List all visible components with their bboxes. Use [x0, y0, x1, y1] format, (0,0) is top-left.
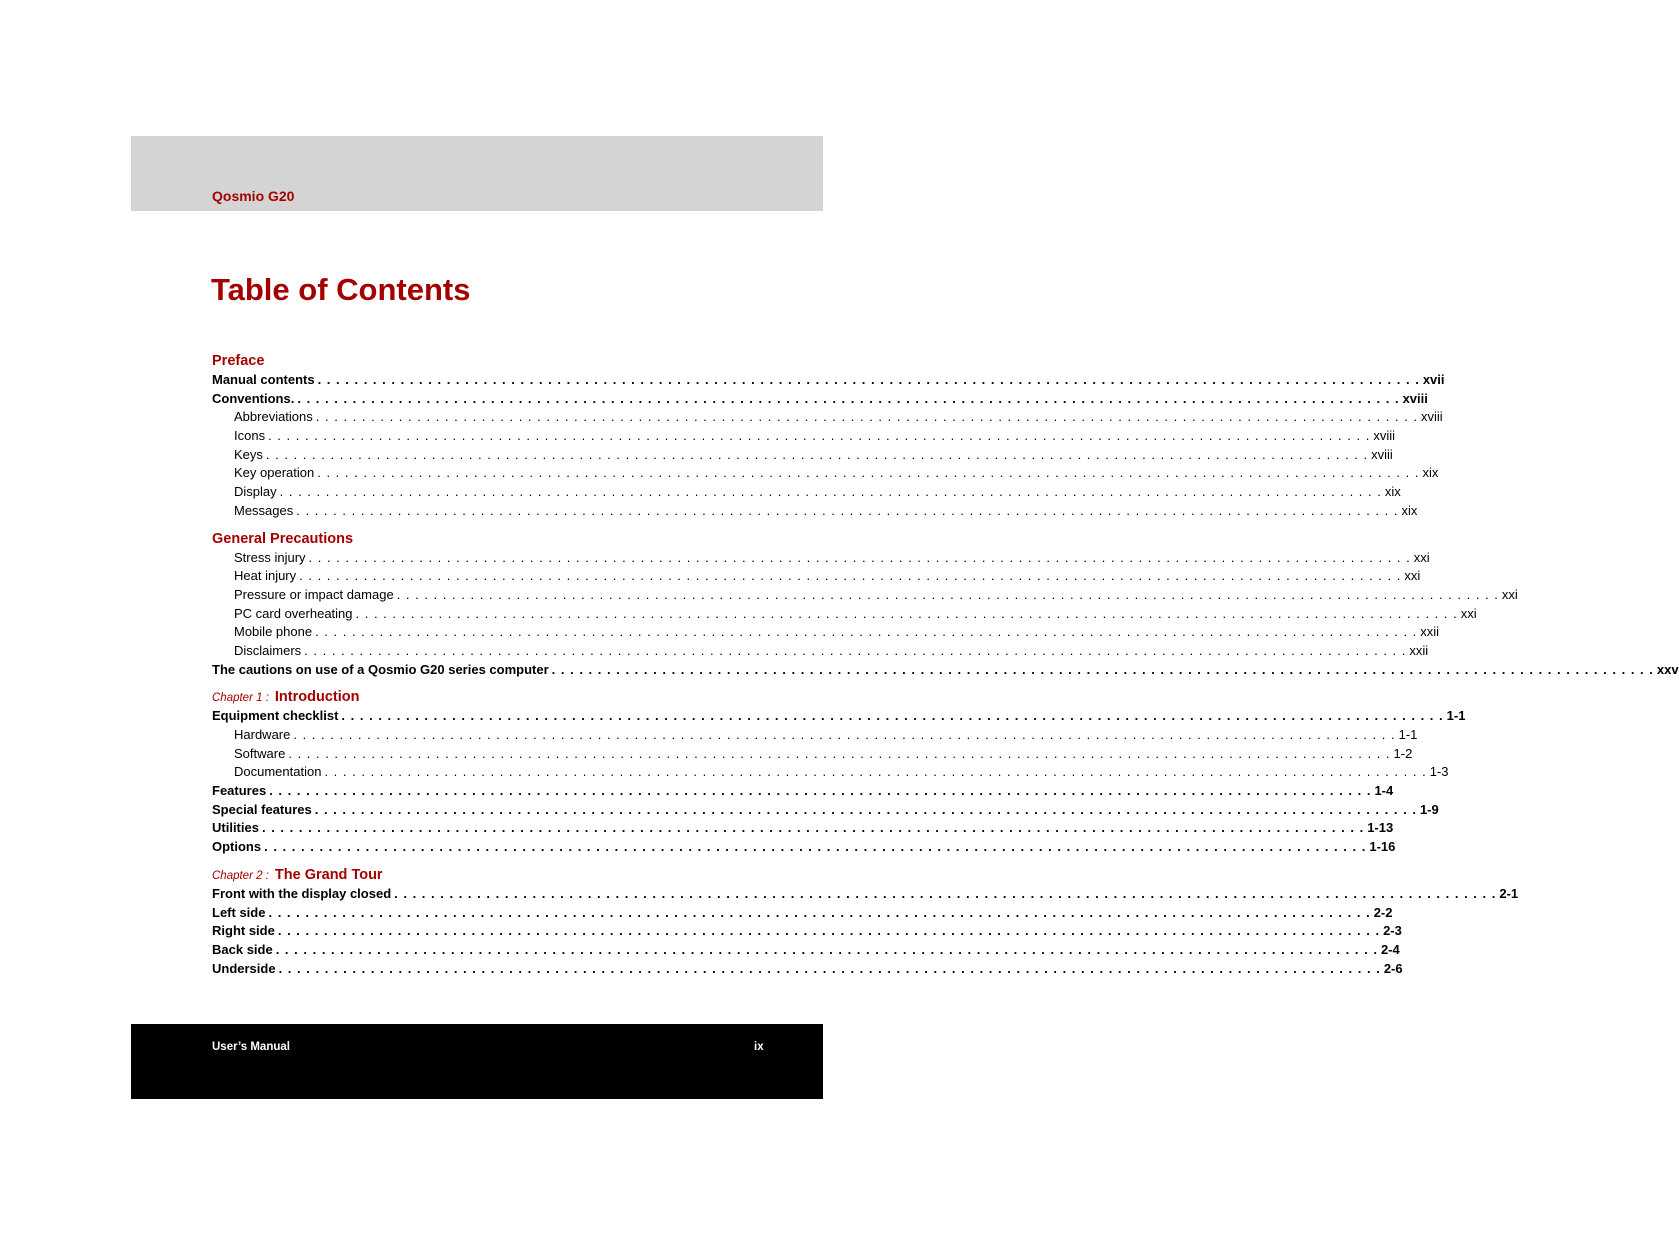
dot-leader: . . . . . . . . . . . . . . . . . . . . . . . . . . . . . . . . . . . . . . . . . . . . . . . . . . . . . . . . . . . . . . . . . . . . . . . . . . . . . . . . . . . . . . . . . . . . . . . . . . . . . . . . . . . . . . . . . . . . . . . . [355, 605, 1458, 621]
toc-entry-title: Abbreviations [234, 409, 313, 425]
toc-entry-title: The cautions on use of a Qosmio G20 series computer [212, 661, 549, 677]
dot-leader: . . . . . . . . . . . . . . . . . . . . . . . . . . . . . . . . . . . . . . . . . . . . . . . . . . . . . . . . . . . . . . . . . . . . . . . . . . . . . . . . . . . . . . . . . . . . . . . . . . . . . . . . . . . . . . . . . . . . . . . . [297, 390, 1400, 406]
toc-entry[interactable] [212, 427, 1395, 446]
dot-leader: . . . . . . . . . . . . . . . . . . . . . . . . . . . . . . . . . . . . . . . . . . . . . . . . . . . . . . . . . . . . . . . . . . . . . . . . . . . . . . . . . . . . . . . . . . . . . . . . . . . . . . . . . . . . . . . . . . . . . . . . [299, 568, 1402, 584]
toc-entry[interactable] [212, 642, 1429, 661]
toc-entry-title: Manual contents [212, 372, 315, 387]
section-title: General Precautions [212, 530, 354, 547]
toc-entry-page: 2-3 [1383, 923, 1402, 939]
toc-entry[interactable] [212, 605, 1477, 624]
section-title: Introduction [274, 689, 360, 706]
toc-entry-title: Equipment checklist [212, 708, 339, 724]
footer-manual-label: User’s Manual [212, 1041, 290, 1053]
toc-entry[interactable] [212, 371, 1445, 390]
dot-leader: . . . . . . . . . . . . . . . . . . . . . . . . . . . . . . . . . . . . . . . . . . . . . . . . . . . . . . . . . . . . . . . . . . . . . . . . . . . . . . . . . . . . . . . . . . . . . . . . . . . . . . . . . . . . . . . . . . . . . . . . [551, 661, 1654, 677]
toc-entry[interactable] [212, 549, 1430, 568]
toc-entry-page: xxii [1420, 624, 1440, 640]
dot-leader: . . . . . . . . . . . . . . . . . . . . . . . . . . . . . . . . . . . . . . . . . . . . . . . . . . . . . . . . . . . . . . . . . . . . . . . . . . . . . . . . . . . . . . . . . . . . . . . . . . . . . . . . . . . . . . . . . . . . . . . . [317, 372, 1420, 387]
dot-leader: . . . . . . . . . . . . . . . . . . . . . . . . . . . . . . . . . . . . . . . . . . . . . . . . . . . . . . . . . . . . . . . . . . . . . . . . . . . . . . . . . . . . . . . . . . . . . . . . . . . . . . . . . . . . . . . . . . . . . . . . [293, 727, 1396, 742]
toc-entry-title: Back side [212, 941, 273, 957]
toc-entry-title: Icons [234, 428, 266, 444]
toc-entry[interactable] [212, 763, 1449, 782]
toc-entry-title: Heat injury [234, 568, 297, 584]
toc-entry-page: xviii [1421, 409, 1443, 425]
section-heading [212, 530, 764, 549]
dot-leader: . . . . . . . . . . . . . . . . . . . . . . . . . . . . . . . . . . . . . . . . . . . . . . . . . . . . . . . . . . . . . . . . . . . . . . . . . . . . . . . . . . . . . . . . . . . . . . . . . . . . . . . . . . . . . . . . . . . . . . . . [275, 941, 1378, 957]
footer-band [131, 1024, 823, 1099]
page-title: Table of Contents [211, 272, 471, 307]
dot-leader: . . . . . . . . . . . . . . . . . . . . . . . . . . . . . . . . . . . . . . . . . . . . . . . . . . . . . . . . . . . . . . . . . . . . . . . . . . . . . . . . . . . . . . . . . . . . . . . . . . . . . . . . . . . . . . . . . . . . . . . . [317, 465, 1420, 481]
dot-leader: . . . . . . . . . . . . . . . . . . . . . . . . . . . . . . . . . . . . . . . . . . . . . . . . . . . . . . . . . . . . . . . . . . . . . . . . . . . . . . . . . . . . . . . . . . . . . . . . . . . . . . . . . . . . . . . . . . . . . . . . [324, 764, 1427, 780]
toc-entry[interactable] [212, 623, 1440, 642]
toc-entry-page: 1-1 [1446, 708, 1466, 724]
dot-leader: . . . . . . . . . . . . . . . . . . . . . . . . . . . . . . . . . . . . . . . . . . . . . . . . . . . . . . . . . . . . . . . . . . . . . . . . . . . . . . . . . . . . . . . . . . . . . . . . . . . . . . . . . . . . . . . . . . . . . . . . [304, 642, 1407, 658]
toc-entry[interactable] [212, 390, 1428, 409]
toc-entry-page: 2-6 [1383, 960, 1403, 976]
toc-entry-page: 1-3 [1429, 764, 1449, 780]
dot-leader: . . . . . . . . . . . . . . . . . . . . . . . . . . . . . . . . . . . . . . . . . . . . . . . . . . . . . . . . . . . . . . . . . . . . . . . . . . . . . . . . . . . . . . . . . . . . . . . . . . . . . . . . . . . . . . . . . . . . . . . . [268, 428, 1371, 444]
toc-entry[interactable] [212, 726, 1418, 745]
toc-entry[interactable] [212, 446, 1393, 465]
dot-leader: . . . . . . . . . . . . . . . . . . . . . . . . . . . . . . . . . . . . . . . . . . . . . . . . . . . . . . . . . . . . . . . . . . . . . . . . . . . . . . . . . . . . . . . . . . . . . . . . . . . . . . . . . . . . . . . . . . . . . . . . [277, 923, 1381, 939]
toc-entry-title: Keys [234, 446, 263, 462]
dot-leader: . . . . . . . . . . . . . . . . . . . . . . . . . . . . . . . . . . . . . . . . . . . . . . . . . . . . . . . . . . . . . . . . . . . . . . . . . . . . . . . . . . . . . . . . . . . . . . . . . . . . . . . . . . . . . . . . . . . . . . . . [296, 502, 1399, 518]
section-heading [212, 866, 764, 885]
toc-entry[interactable] [212, 782, 1394, 801]
toc-entry-page: xxi [1404, 568, 1421, 584]
footer-page-number: ix [754, 1041, 764, 1053]
toc-entry-title: Software [234, 745, 286, 761]
dot-leader: . . . . . . . . . . . . . . . . . . . . . . . . . . . . . . . . . . . . . . . . . . . . . . . . . . . . . . . . . . . . . . . . . . . . . . . . . . . . . . . . . . . . . . . . . . . . . . . . . . . . . . . . . . . . . . . . . . . . . . . . [261, 820, 1365, 836]
section-title: The Grand Tour [274, 866, 383, 883]
toc-entry-page: xvii [1422, 372, 1445, 387]
toc-entry-title: Documentation [234, 764, 322, 780]
section-heading [212, 688, 764, 707]
toc-entry-page: xviii [1371, 446, 1393, 462]
toc-entry[interactable] [212, 464, 1439, 483]
toc-entry-title: Utilities [212, 820, 259, 836]
section-title: Preface [212, 353, 265, 369]
toc-entry-page: 1-9 [1419, 801, 1439, 817]
dot-leader: . . . . . . . . . . . . . . . . . . . . . . . . . . . . . . . . . . . . . . . . . . . . . . . . . . . . . . . . . . . . . . . . . . . . . . . . . . . . . . . . . . . . . . . . . . . . . . . . . . . . . . . . . . . . . . . . . . . . . . . . [341, 708, 1444, 724]
toc-entry[interactable] [212, 707, 1466, 726]
toc-entry-page: xviii [1373, 428, 1395, 444]
toc-entry-title: Front with the display closed [212, 885, 392, 901]
toc-entry-title: Conventions. [212, 390, 295, 406]
toc-entry-page: xviii [1402, 390, 1428, 406]
dot-leader: . . . . . . . . . . . . . . . . . . . . . . . . . . . . . . . . . . . . . . . . . . . . . . . . . . . . . . . . . . . . . . . . . . . . . . . . . . . . . . . . . . . . . . . . . . . . . . . . . . . . . . . . . . . . . . . . . . . . . . . . [308, 549, 1411, 565]
toc-entry-title: Mobile phone [234, 624, 313, 640]
toc-entry-page: xix [1384, 484, 1401, 500]
toc-entry-page: 1-1 [1398, 727, 1418, 742]
toc-entry-page: xix [1422, 465, 1439, 481]
toc-entry-page: 1-13 [1367, 820, 1394, 836]
toc-entry-page: xix [1401, 502, 1418, 518]
chapter-label: Chapter 1 : [212, 692, 269, 705]
toc-entry-page: xxi [1460, 605, 1477, 621]
table-of-contents [212, 352, 1679, 978]
toc-entry[interactable] [212, 408, 1443, 427]
toc-entry[interactable] [212, 941, 1400, 960]
toc-entry-title: Hardware [234, 727, 291, 742]
dot-leader: . . . . . . . . . . . . . . . . . . . . . . . . . . . . . . . . . . . . . . . . . . . . . . . . . . . . . . . . . . . . . . . . . . . . . . . . . . . . . . . . . . . . . . . . . . . . . . . . . . . . . . . . . . . . . . . . . . . . . . . . [315, 409, 1419, 425]
toc-entry[interactable] [212, 801, 1439, 820]
dot-leader: . . . . . . . . . . . . . . . . . . . . . . . . . . . . . . . . . . . . . . . . . . . . . . . . . . . . . . . . . . . . . . . . . . . . . . . . . . . . . . . . . . . . . . . . . . . . . . . . . . . . . . . . . . . . . . . . . . . . . . . . [265, 446, 1369, 462]
toc-entry-title: Underside [212, 960, 276, 976]
toc-entry-page: 2-4 [1380, 941, 1400, 957]
dot-leader: . . . . . . . . . . . . . . . . . . . . . . . . . . . . . . . . . . . . . . . . . . . . . . . . . . . . . . . . . . . . . . . . . . . . . . . . . . . . . . . . . . . . . . . . . . . . . . . . . . . . . . . . . . . . . . . . . . . . . . . . [269, 783, 1372, 799]
toc-entry[interactable] [212, 904, 1393, 923]
dot-leader: . . . . . . . . . . . . . . . . . . . . . . . . . . . . . . . . . . . . . . . . . . . . . . . . . . . . . . . . . . . . . . . . . . . . . . . . . . . . . . . . . . . . . . . . . . . . . . . . . . . . . . . . . . . . . . . . . . . . . . . . [268, 904, 1371, 920]
dot-leader: . . . . . . . . . . . . . . . . . . . . . . . . . . . . . . . . . . . . . . . . . . . . . . . . . . . . . . . . . . . . . . . . . . . . . . . . . . . . . . . . . . . . . . . . . . . . . . . . . . . . . . . . . . . . . . . . . . . . . . . . [315, 624, 1418, 640]
toc-entry-page: 1-4 [1374, 783, 1394, 799]
toc-entry-title: Right side [212, 923, 275, 939]
section-heading [212, 352, 764, 371]
toc-entry-page: 1-2 [1393, 745, 1413, 761]
toc-entry-title: Left side [212, 904, 266, 920]
toc-entry-page: xxii [1409, 642, 1429, 658]
toc-entry-title: Disclaimers [234, 642, 302, 658]
dot-leader: . . . . . . . . . . . . . . . . . . . . . . . . . . . . . . . . . . . . . . . . . . . . . . . . . . . . . . . . . . . . . . . . . . . . . . . . . . . . . . . . . . . . . . . . . . . . . . . . . . . . . . . . . . . . . . . . . . . . . . . . [278, 960, 1381, 976]
toc-entry-title: Stress injury [234, 549, 306, 565]
toc-entry[interactable] [212, 502, 1418, 521]
toc-entry-title: Special features [212, 801, 312, 817]
dot-leader: . . . . . . . . . . . . . . . . . . . . . . . . . . . . . . . . . . . . . . . . . . . . . . . . . . . . . . . . . . . . . . . . . . . . . . . . . . . . . . . . . . . . . . . . . . . . . . . . . . . . . . . . . . . . . . . . . . . . . . . . [394, 885, 1497, 901]
toc-entry[interactable] [212, 745, 1413, 764]
toc-entry[interactable] [212, 661, 1679, 680]
toc-entry[interactable] [212, 838, 1396, 857]
toc-entry-title: PC card overheating [234, 605, 353, 621]
toc-entry-page: 2-1 [1499, 885, 1519, 901]
toc-entry-page: xxi [1501, 586, 1518, 602]
dot-leader: . . . . . . . . . . . . . . . . . . . . . . . . . . . . . . . . . . . . . . . . . . . . . . . . . . . . . . . . . . . . . . . . . . . . . . . . . . . . . . . . . . . . . . . . . . . . . . . . . . . . . . . . . . . . . . . . . . . . . . . . [396, 586, 1499, 602]
product-name: Qosmio G20 [212, 188, 295, 204]
toc-entry[interactable] [212, 922, 1402, 941]
toc-entry[interactable] [212, 885, 1519, 904]
dot-leader: . . . . . . . . . . . . . . . . . . . . . . . . . . . . . . . . . . . . . . . . . . . . . . . . . . . . . . . . . . . . . . . . . . . . . . . . . . . . . . . . . . . . . . . . . . . . . . . . . . . . . . . . . . . . . . . . . . . . . . . . [264, 839, 1367, 855]
chapter-label: Chapter 2 : [212, 869, 269, 882]
toc-entry-page: xxv [1656, 661, 1679, 677]
toc-entry-page: xxi [1413, 549, 1430, 565]
dot-leader: . . . . . . . . . . . . . . . . . . . . . . . . . . . . . . . . . . . . . . . . . . . . . . . . . . . . . . . . . . . . . . . . . . . . . . . . . . . . . . . . . . . . . . . . . . . . . . . . . . . . . . . . . . . . . . . . . . . . . . . . [288, 745, 1391, 761]
toc-entry[interactable] [212, 567, 1421, 586]
dot-leader: . . . . . . . . . . . . . . . . . . . . . . . . . . . . . . . . . . . . . . . . . . . . . . . . . . . . . . . . . . . . . . . . . . . . . . . . . . . . . . . . . . . . . . . . . . . . . . . . . . . . . . . . . . . . . . . . . . . . . . . . [314, 801, 1417, 817]
toc-entry-title: Key operation [234, 465, 315, 481]
toc-entry[interactable] [212, 586, 1518, 605]
toc-entry[interactable] [212, 483, 1401, 502]
toc-entry-title: Pressure or impact damage [234, 586, 394, 602]
toc-entry-title: Display [234, 484, 277, 500]
toc-entry-title: Options [212, 839, 262, 855]
toc-entry[interactable] [212, 819, 1394, 838]
toc-entry-page: 1-16 [1369, 839, 1396, 855]
toc-entry[interactable] [212, 960, 1403, 979]
dot-leader: . . . . . . . . . . . . . . . . . . . . . . . . . . . . . . . . . . . . . . . . . . . . . . . . . . . . . . . . . . . . . . . . . . . . . . . . . . . . . . . . . . . . . . . . . . . . . . . . . . . . . . . . . . . . . . . . . . . . . . . . [279, 484, 1382, 500]
toc-entry-title: Messages [234, 502, 294, 518]
toc-entry-title: Features [212, 783, 267, 799]
toc-entry-page: 2-2 [1373, 904, 1393, 920]
